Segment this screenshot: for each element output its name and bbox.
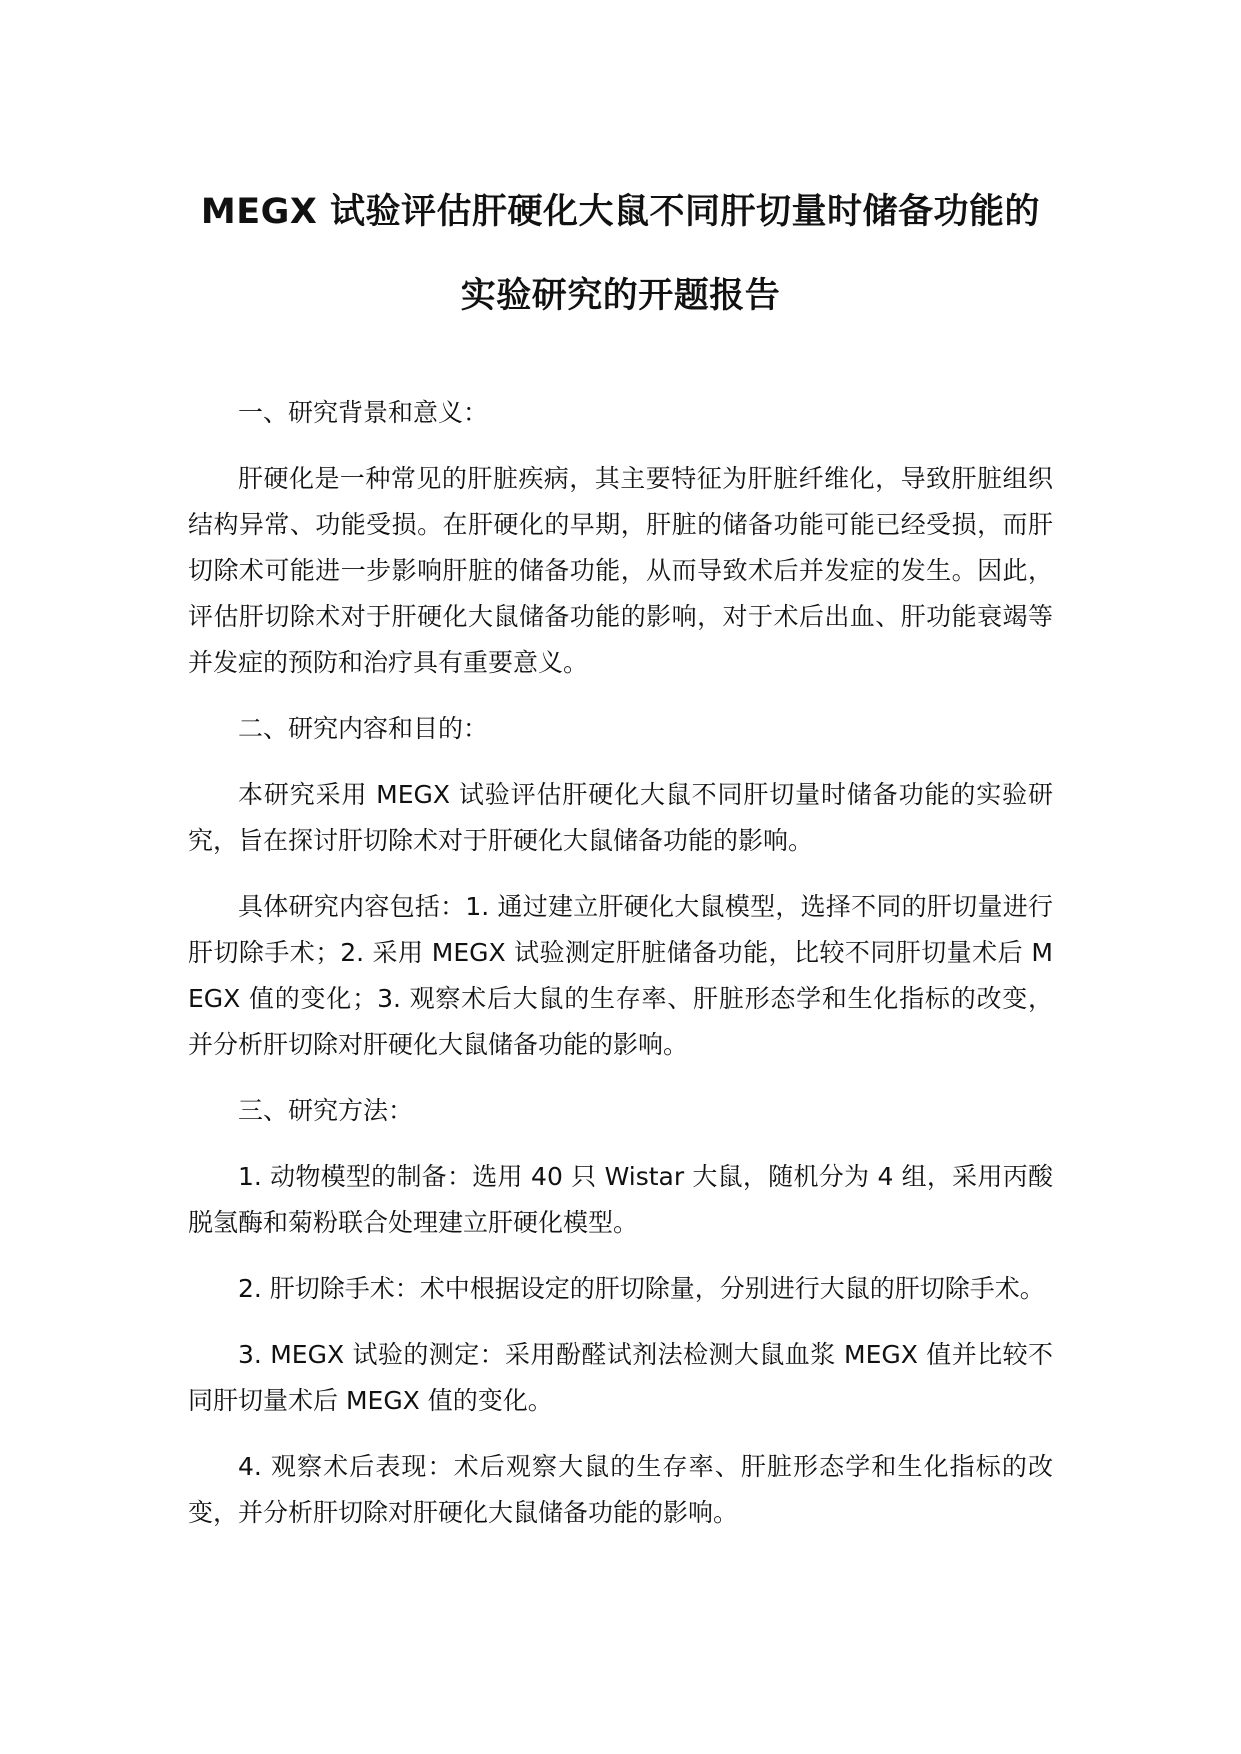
method-item-4: 4. 观察术后表现：术后观察大鼠的生存率、肝脏形态学和生化指标的改变，并分析肝切除对肝硬化大鼠储备功能的影响。: [188, 1452, 1053, 1527]
method-item-2: 2. 肝切除手术：术中根据设定的肝切除量，分别进行大鼠的肝切除手术。: [238, 1274, 1045, 1303]
section-heading-methods: 三、研究方法：: [238, 1096, 414, 1125]
section-heading-background: 一、研究背景和意义：: [238, 398, 489, 427]
document-page: [188, 170, 1053, 1556]
paragraph-content-details: 具体研究内容包括：1. 通过建立肝硬化大鼠模型，选择不同的肝切量进行肝切除手术；2. 采用 MEGX 试验测定肝脏储备功能，比较不同肝切量术后 MEGX 值的变化；3. 观察术后大鼠的生存率、肝脏形态学和生化指标的改变，并分析肝切除对肝硬化大鼠储备功能的影响。: [188, 892, 1053, 1059]
section-heading-content: 二、研究内容和目的：: [238, 714, 489, 743]
method-item-1: 1. 动物模型的制备：选用 40 只 Wistar 大鼠，随机分为 4 组，采用丙酸脱氢酶和菊粉联合处理建立肝硬化模型。: [188, 1162, 1053, 1237]
paragraph-content-purpose: 本研究采用 MEGX 试验评估肝硬化大鼠不同肝切量时储备功能的实验研究，旨在探讨肝切除术对于肝硬化大鼠储备功能的影响。: [188, 780, 1053, 855]
paragraph-background: 肝硬化是一种常见的肝脏疾病，其主要特征为肝脏纤维化，导致肝脏组织结构异常、功能受损。在肝硬化的早期，肝脏的储备功能可能已经受损，而肝切除术可能进一步影响肝脏的储备功能，从而导致术后并发症的发生。因此，评估肝切除术对于肝硬化大鼠储备功能的影响，对于术后出血、肝功能衰竭等并发症的预防和治疗具有重要意义。: [188, 464, 1053, 677]
document-body: [188, 390, 1053, 1536]
method-item-3: 3. MEGX 试验的测定：采用酚醛试剂法检测大鼠血浆 MEGX 值并比较不同肝切量术后 MEGX 值的变化。: [188, 1340, 1053, 1415]
document-title: MEGX 试验评估肝硬化大鼠不同肝切量时储备功能的实验研究的开题报告: [200, 192, 1041, 316]
